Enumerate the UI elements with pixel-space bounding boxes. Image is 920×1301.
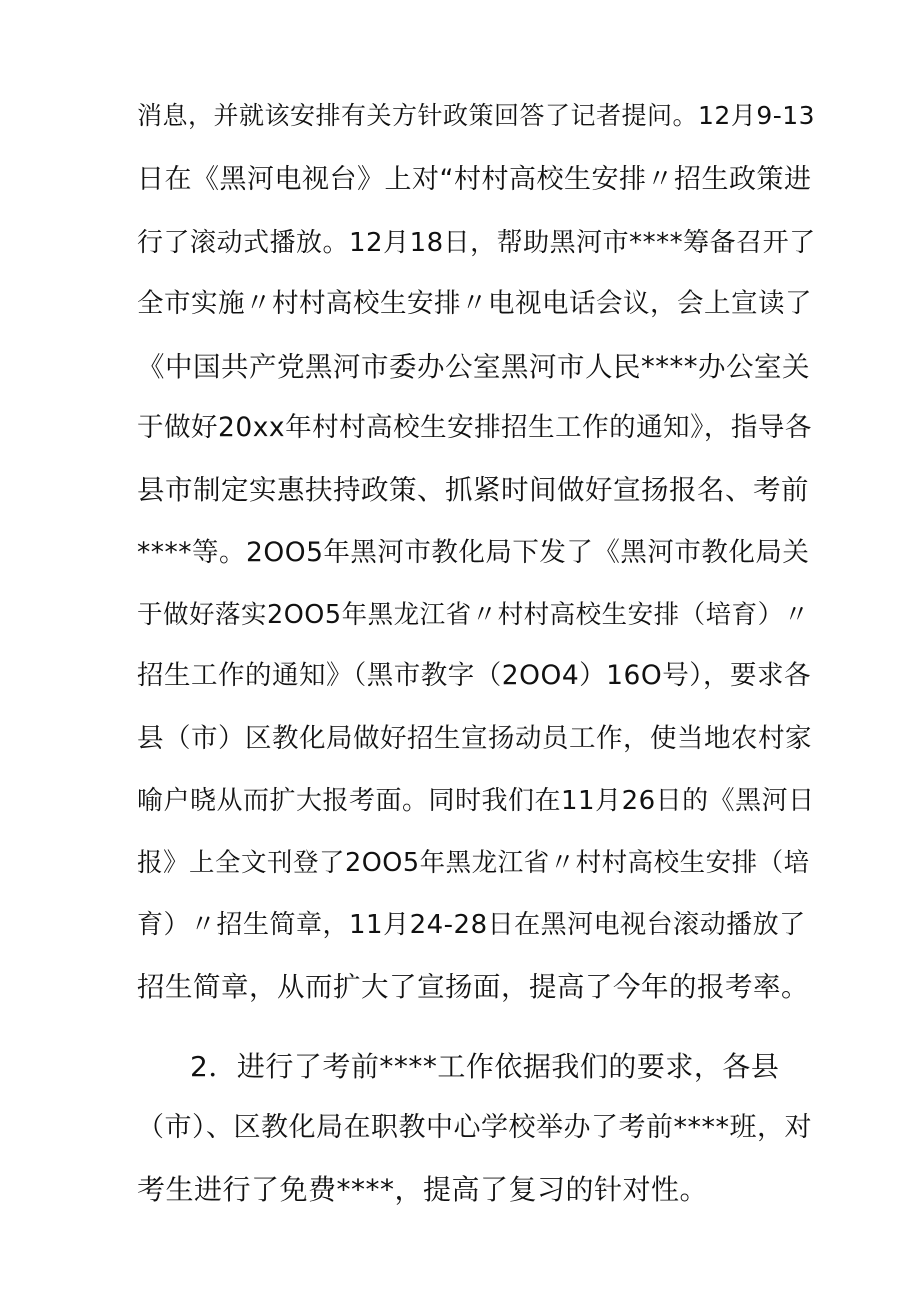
text-line: （市）、区教化局在职教中心学校举办了考前****班，对 bbox=[137, 1112, 812, 1143]
text-line: 《中国共产党黑河市委办公室黑河市人民****办公室关 bbox=[137, 351, 810, 383]
text-line: 于做好20xx年村村高校生安排招生工作的通知》，指导各 bbox=[137, 412, 812, 443]
text-line: 县（市）区教化局做好招生宣扬动员工作，使当地农村家 bbox=[137, 723, 812, 754]
text-line: 日在《黑河电视台》上对“村村高校生安排〃招生政策进 bbox=[137, 164, 812, 195]
text-line: 招生工作的通知》（黑市教字（2OO4）16O号），要求各 bbox=[137, 660, 812, 691]
text-line: 消息，并就该安排有关方针政策回答了记者提问。12月9-13 bbox=[137, 101, 816, 130]
text-line: 考生进行了免费****，提高了复习的针对性。 bbox=[137, 1173, 709, 1206]
text-line: 招生简章，从而扩大了宣扬面，提高了今年的报考率。 bbox=[137, 971, 809, 1003]
text-line: 县市制定实惠扶持政策、抓紧时间做好宣扬报名、考前 bbox=[137, 474, 809, 506]
text-line: 报》上全文刊登了2OO5年黑龙江省〃村村高校生安排（培 bbox=[137, 848, 810, 878]
text-line: 育）〃招生简章，11月24-28日在黑河电视台滚动播放了 bbox=[137, 910, 806, 940]
text-line: 2．进行了考前****工作依据我们的要求，各县 bbox=[190, 1050, 780, 1083]
text-line: 喻户晓从而扩大报考面。同时我们在11月26日的《黑河日 bbox=[137, 786, 815, 816]
text-line: ****等。2OO5年黑河市教化局下发了《黑河市教化局关 bbox=[137, 537, 810, 568]
text-line: 于做好落实2OO5年黑龙江省〃村村高校生安排（培育）〃 bbox=[137, 600, 810, 630]
text-line: 行了滚动式播放。12月18日，帮助黑河市****筹备召开了 bbox=[137, 228, 816, 258]
text-line: 全市实施〃村村高校生安排〃电视电话会议，会上宣读了 bbox=[137, 288, 812, 319]
